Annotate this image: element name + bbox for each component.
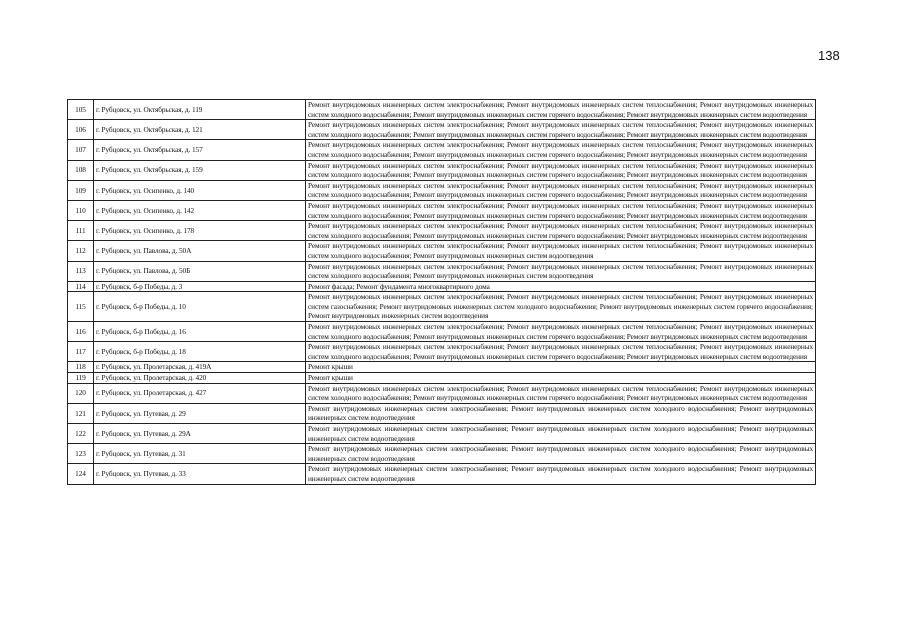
address-cell: г. Рубцовск, ул. Павлова, д. 50Б (94, 261, 306, 281)
works-cell: Ремонт внутридомовых инженерных систем электроснабжения; Ремонт внутридомовых инженерных систем теплоснабжения; Ремонт внутридомовых инженерных систем холодного водоснабжения; Ремонт внутридомовых инженерных систем горячего водоснабжения; Ремонт внутридомовых инженерных систем водоотведения (306, 100, 816, 120)
works-cell: Ремонт внутридомовых инженерных систем электроснабжения; Ремонт внутридомовых инженерных систем теплоснабжения; Ремонт внутридомовых инженерных систем холодного водоснабжения; Ремонт внутридомовых инженерных систем горячего водоснабжения; Ремонт внутридомовых инженерных систем водоотведения (306, 140, 816, 160)
address-cell: г. Рубцовск, б-р Победы, д. 10 (94, 292, 306, 322)
address-cell: г. Рубцовск, б-р Победы, д. 18 (94, 342, 306, 362)
works-cell: Ремонт внутридомовых инженерных систем электроснабжения; Ремонт внутридомовых инженерных систем теплоснабжения; Ремонт внутридомовых инженерных систем холодного водоснабжения; Ремонт внутридомовых инженерных систем горячего водоснабжения; Ремонт внутридомовых инженерных систем водоотведения (306, 221, 816, 241)
row-number-cell: 119 (68, 373, 94, 384)
row-number-cell: 117 (68, 342, 94, 362)
table-row (68, 140, 816, 160)
address-cell: г. Рубцовск, ул. Октябрьская, д. 119 (94, 100, 306, 120)
row-number-cell: 109 (68, 180, 94, 200)
table-row (68, 160, 816, 180)
table-row (68, 241, 816, 261)
row-number-cell: 113 (68, 261, 94, 281)
table-row (68, 322, 816, 342)
table-row (68, 261, 816, 281)
table-row (68, 373, 816, 384)
row-number-cell: 121 (68, 403, 94, 423)
works-cell: Ремонт внутридомовых инженерных систем электроснабжения; Ремонт внутридомовых инженерных систем теплоснабжения; Ремонт внутридомовых инженерных систем холодного водоснабжения; Ремонт внутридомовых инженерных систем горячего водоснабжения; Ремонт внутридомовых инженерных систем водоотведения (306, 160, 816, 180)
works-cell: Ремонт внутридомовых инженерных систем электроснабжения; Ремонт внутридомовых инженерных систем холодного водоснабжения; Ремонт внутридомовых инженерных систем водоотведения (306, 444, 816, 464)
works-cell: Ремонт внутридомовых инженерных систем электроснабжения; Ремонт внутридомовых инженерных систем теплоснабжения; Ремонт внутридомовых инженерных систем холодного водоснабжения; Ремонт внутридомовых инженерных систем горячего водоснабжения; Ремонт внутридомовых инженерных систем водоотведения (306, 180, 816, 200)
table-row (68, 100, 816, 120)
table-row (68, 383, 816, 403)
table-row (68, 292, 816, 322)
works-cell: Ремонт внутридомовых инженерных систем электроснабжения; Ремонт внутридомовых инженерных систем теплоснабжения; Ремонт внутридомовых инженерных систем холодного водоснабжения; Ремонт внутридомовых инженерных систем горячего водоснабжения; Ремонт внутридомовых инженерных систем водоотведения (306, 342, 816, 362)
table-row (68, 120, 816, 140)
works-cell: Ремонт внутридомовых инженерных систем электроснабжения; Ремонт внутридомовых инженерных систем теплоснабжения; Ремонт внутридомовых инженерных систем холодного водоснабжения; Ремонт внутридомовых инженерных систем горячего водоснабжения; Ремонт внутридомовых инженерных систем водоотведения (306, 322, 816, 342)
table-row (68, 200, 816, 220)
address-cell: г. Рубцовск, ул. Осипенко, д. 140 (94, 180, 306, 200)
address-cell: г. Рубцовск, ул. Путевая, д. 29 (94, 403, 306, 423)
works-cell: Ремонт внутридомовых инженерных систем электроснабжения; Ремонт внутридомовых инженерных систем теплоснабжения; Ремонт внутридомовых инженерных систем холодного водоснабжения; Ремонт внутридомовых инженерных систем горячего водоснабжения; Ремонт внутридомовых инженерных систем водоотведения (306, 120, 816, 140)
table-row (68, 424, 816, 444)
works-cell: Ремонт внутридомовых инженерных систем электроснабжения; Ремонт внутридомовых инженерных систем теплоснабжения; Ремонт внутридомовых инженерных систем газоснабжения; Ремонт внутридомовых инженерных систем холодного водоснабжения; Ремонт внутридомовых инженерных систем горячего водоснабжения; Ремонт внутридомовых инженерных систем водоотведения (306, 292, 816, 322)
address-cell: г. Рубцовск, ул. Пролетарская, д. 420 (94, 373, 306, 384)
address-cell: г. Рубцовск, ул. Осипенко, д. 142 (94, 200, 306, 220)
works-cell: Ремонт фасада; Ремонт фундамента многоквартирного дома (306, 281, 816, 292)
works-cell: Ремонт внутридомовых инженерных систем электроснабжения; Ремонт внутридомовых инженерных систем холодного водоснабжения; Ремонт внутридомовых инженерных систем водоотведения (306, 424, 816, 444)
row-number-cell: 115 (68, 292, 94, 322)
row-number-cell: 120 (68, 383, 94, 403)
works-cell: Ремонт крыши (306, 373, 816, 384)
table-row (68, 362, 816, 373)
row-number-cell: 108 (68, 160, 94, 180)
table-row (68, 221, 816, 241)
table-row (68, 403, 816, 423)
works-cell: Ремонт внутридомовых инженерных систем электроснабжения; Ремонт внутридомовых инженерных систем теплоснабжения; Ремонт внутридомовых инженерных систем холодного водоснабжения; Ремонт внутридомовых инженерных систем горячего водоснабжения; Ремонт внутридомовых инженерных систем водоотведения (306, 200, 816, 220)
address-cell: г. Рубцовск, ул. Октябрьская, д. 121 (94, 120, 306, 140)
works-cell: Ремонт внутридомовых инженерных систем электроснабжения; Ремонт внутридомовых инженерных систем теплоснабжения; Ремонт внутридомовых инженерных систем холодного водоснабжения; Ремонт внутридомовых инженерных систем водоотведения (306, 261, 816, 281)
address-cell: г. Рубцовск, ул. Осипенко, д. 178 (94, 221, 306, 241)
repair-registry-table (67, 99, 816, 485)
table-row (68, 444, 816, 464)
works-cell: Ремонт внутридомовых инженерных систем электроснабжения; Ремонт внутридомовых инженерных систем теплоснабжения; Ремонт внутридомовых инженерных систем холодного водоснабжения; Ремонт внутридомовых инженерных систем водоотведения (306, 241, 816, 261)
row-number-cell: 106 (68, 120, 94, 140)
table-row (68, 464, 816, 484)
row-number-cell: 116 (68, 322, 94, 342)
row-number-cell: 118 (68, 362, 94, 373)
address-cell: г. Рубцовск, ул. Путевая, д. 29А (94, 424, 306, 444)
address-cell: г. Рубцовск, ул. Пролетарская, д. 427 (94, 383, 306, 403)
row-number-cell: 124 (68, 464, 94, 484)
works-cell: Ремонт внутридомовых инженерных систем электроснабжения; Ремонт внутридомовых инженерных систем холодного водоснабжения; Ремонт внутридомовых инженерных систем водоотведения (306, 464, 816, 484)
row-number-cell: 114 (68, 281, 94, 292)
address-cell: г. Рубцовск, ул. Путевая, д. 33 (94, 464, 306, 484)
row-number-cell: 110 (68, 200, 94, 220)
table-row (68, 342, 816, 362)
row-number-cell: 105 (68, 100, 94, 120)
address-cell: г. Рубцовск, ул. Октябрьская, д. 159 (94, 160, 306, 180)
works-cell: Ремонт крыши (306, 362, 816, 373)
row-number-cell: 123 (68, 444, 94, 464)
address-cell: г. Рубцовск, ул. Путевая, д. 31 (94, 444, 306, 464)
address-cell: г. Рубцовск, ул. Октябрьская, д. 157 (94, 140, 306, 160)
address-cell: г. Рубцовск, ул. Пролетарская, д. 419А (94, 362, 306, 373)
page-number: 138 (818, 48, 840, 63)
row-number-cell: 111 (68, 221, 94, 241)
table-row (68, 281, 816, 292)
works-cell: Ремонт внутридомовых инженерных систем электроснабжения; Ремонт внутридомовых инженерных систем теплоснабжения; Ремонт внутридомовых инженерных систем холодного водоснабжения; Ремонт внутридомовых инженерных систем горячего водоснабжения; Ремонт внутридомовых инженерных систем водоотведения (306, 383, 816, 403)
works-cell: Ремонт внутридомовых инженерных систем электроснабжения; Ремонт внутридомовых инженерных систем холодного водоснабжения; Ремонт внутридомовых инженерных систем водоотведения (306, 403, 816, 423)
registry-body (68, 100, 816, 485)
row-number-cell: 112 (68, 241, 94, 261)
address-cell: г. Рубцовск, ул. Павлова, д. 50А (94, 241, 306, 261)
row-number-cell: 107 (68, 140, 94, 160)
address-cell: г. Рубцовск, б-р Победы, д. 16 (94, 322, 306, 342)
address-cell: г. Рубцовск, б-р Победы, д. 3 (94, 281, 306, 292)
table-row (68, 180, 816, 200)
row-number-cell: 122 (68, 424, 94, 444)
